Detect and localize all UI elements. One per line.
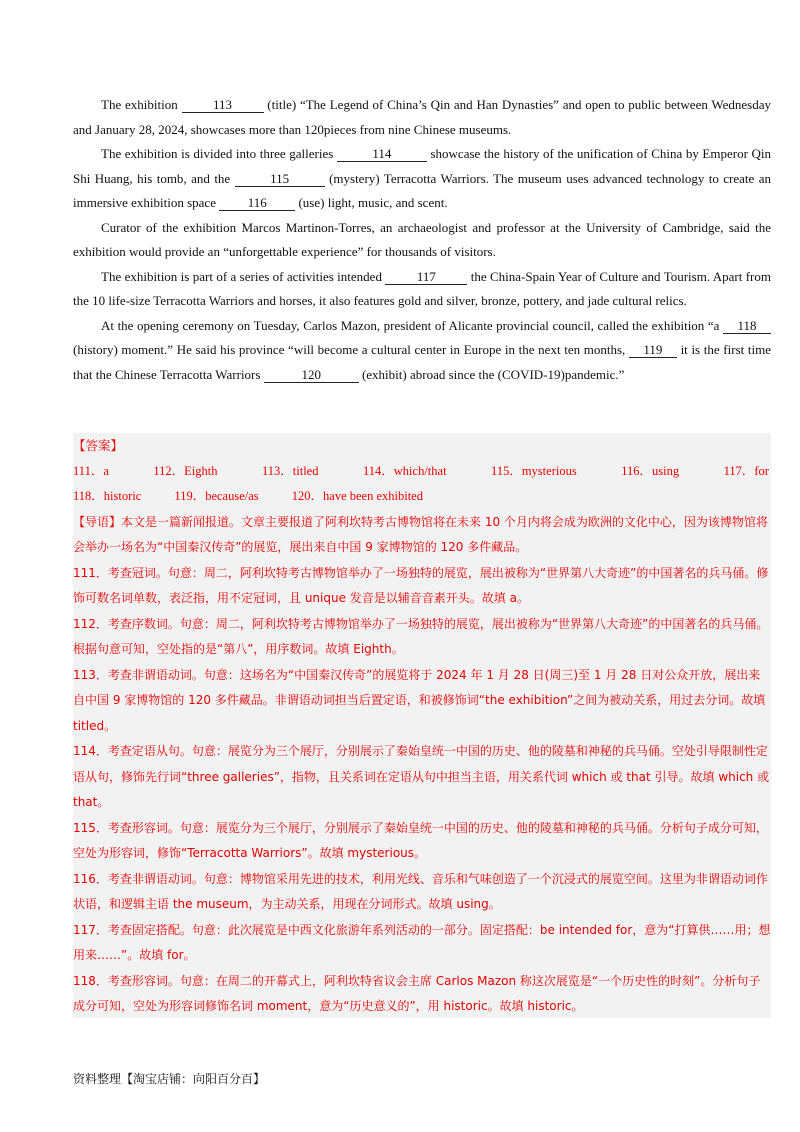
passage-text: (use) light, music, and scent.: [295, 195, 448, 210]
answer-112: 112．Eighth: [153, 463, 218, 478]
passage-text: it is the first time that the Chinese Terracotta Warriors: [73, 342, 771, 382]
answer-120: 120．have been exhibited: [291, 489, 423, 503]
blank-118: 118: [723, 318, 771, 334]
blank-114: 114: [337, 146, 427, 162]
answer-117: 117．for: [723, 463, 769, 478]
explanation-116: 116．考查非谓语动词。句意：博物馆采用先进的技术，利用光线、音乐和气味创造了一个沉浸式的展览空间。这里为非谓语动词作状语，和逻辑主语 the museum，为主动关系，用现在分词形式。故填 using。: [73, 871, 768, 911]
explanation-115: 115．考查形容词。句意：展览分为三个展厅，分别展示了秦始皇统一中国的历史、他的陵墓和神秘的兵马俑。分析句子成分可知，空处为形容词，修饰“Terracotta Warriors”。故填 mysterious。: [73, 820, 768, 860]
answer-114: 114．which/that: [362, 463, 447, 478]
explanation-114: 114．考查定语从句。句意：展览分为三个展厅，分别展示了秦始皇统一中国的历史、他的陵墓和神秘的兵马俑。空处引导限制性定语从句，修饰先行词“three galleries”，指物，且关系词在定语从句中担当主语，用关系代词 which 或 that 引导。故填 which 或 that。: [73, 744, 770, 809]
answer-119: 119．because/as: [174, 489, 259, 503]
blank-120: 120: [264, 367, 359, 383]
passage-text: The exhibition is part of a series of activities intended: [101, 268, 386, 284]
passage-paragraph-3: Curator of the exhibition Marcos Martinon-Torres, an archaeologist and professor at the University of Cambridge, said the exhibition would provide an “unforgettable experience” for thousands of visitors.: [73, 219, 771, 259]
passage-text: (title) “The Legend of China’s Qin and Han Dynasties” and open to public between Wednesday and January 28, 2024, showcases more than 120pieces from nine Chinese museums.: [73, 97, 771, 137]
blank-115: 115: [235, 171, 325, 187]
passage-text: The exhibition: [101, 97, 182, 112]
passage-text: (exhibit) abroad since the (COVID-19)pandemic.”: [358, 366, 625, 382]
reading-passage: [73, 93, 771, 387]
blank-113: 113: [182, 97, 264, 113]
passage-text: (history) moment.” He said his province “will become a cultural center in Europe in the next ten months,: [73, 342, 629, 357]
explanation-117: 117．考查固定搭配。句意：此次展览是中西文化旅游年系列活动的一部分。固定搭配：be intended for，意为“打算供……用；想用来……”。故填 for。: [73, 922, 771, 962]
blank-119: 119: [629, 342, 677, 358]
answer-row-2: [73, 484, 771, 510]
answer-113: 113．titled: [262, 463, 319, 478]
explanation-118: 118．考查形容词。句意：在周二的开幕式上，阿利坎特省议会主席 Carlos Mazon 称这次展览是“一个历史性的时刻”。分析句子成分可知，空处为形容词修饰名词 moment，意为“历史意义的”，用 historic。故填 historic。: [73, 973, 761, 1013]
passage-paragraph-5: [73, 314, 771, 388]
passage-text: At the opening ceremony on Tuesday, Carlos Mazon, president of Alicante provincial council, called the exhibition “a: [101, 317, 723, 333]
footer-source: 资料整理【淘宝店铺：向阳百分百】: [73, 1072, 266, 1086]
guide-text: 【导语】本文是一篇新闻报道。文章主要报道了阿利坎特考古博物馆将在未来 10 个月内将会成为欧洲的文化中心，因为该博物馆将会举办一场名为“中国秦汉传奇”的展览，展出来自中国 9 家博物馆的 120 多件藏品。: [73, 514, 768, 554]
passage-text: the China-Spain Year of Culture and Tourism. Apart from the 10 life-size Terracotta Warriors and horses, it also features gold and silver, bronze, pottery, and jade cultural relics.: [73, 268, 771, 308]
passage-paragraph-1: [73, 93, 771, 142]
answer-section: [73, 433, 771, 1018]
answer-111: 111．a: [73, 463, 109, 478]
blank-116: 116: [219, 195, 295, 211]
explanation-111: 111．考查冠词。句意：周二，阿利坎特考古博物馆举办了一场独特的展览，展出被称为“世界第八大奇迹”的中国著名的兵马俑。修饰可数名词单数，表泛指，用不定冠词，且 unique 发音是以辅音音素开头。故填 a。: [73, 565, 769, 605]
passage-paragraph-2: [73, 142, 771, 216]
passage-text: showcase the history of the unification of China by Emperor Qin Shi Huang, his tomb, and the: [73, 146, 771, 186]
answer-115: 115．mysterious: [491, 463, 577, 478]
explanation-112: 112．考查序数词。句意：周二，阿利坎特考古博物馆举办了一场独特的展览，展出被称为“世界第八大奇迹”的中国著名的兵马俑。根据句意可知，空处指的是“第八”，用序数词。故填 Eighth。: [73, 616, 769, 656]
blank-117: 117: [385, 269, 467, 285]
explanation-113: 113．考查非谓语动词。句意：这场名为“中国秦汉传奇”的展览将于 2024 年 1 月 28 日(周三)至 1 月 28 日对公众开放，展出来自中国 9 家博物馆的 120 多件藏品。非谓语动词担当后置定语，和被修饰词“the exhibition”之间为被动关系，用过去分词。故填 titled。: [73, 667, 766, 733]
passage-text: (mystery) Terracotta Warriors. The museum uses advanced technology to create an immersive exhibition space: [73, 170, 772, 210]
answer-heading: 【答案】: [73, 438, 124, 453]
passage-text: The exhibition is divided into three galleries: [101, 146, 337, 161]
answer-116: 116．using: [621, 463, 680, 478]
passage-paragraph-4: [73, 265, 771, 314]
answer-118: 118．historic: [73, 489, 142, 503]
answer-row-1: [73, 459, 771, 485]
